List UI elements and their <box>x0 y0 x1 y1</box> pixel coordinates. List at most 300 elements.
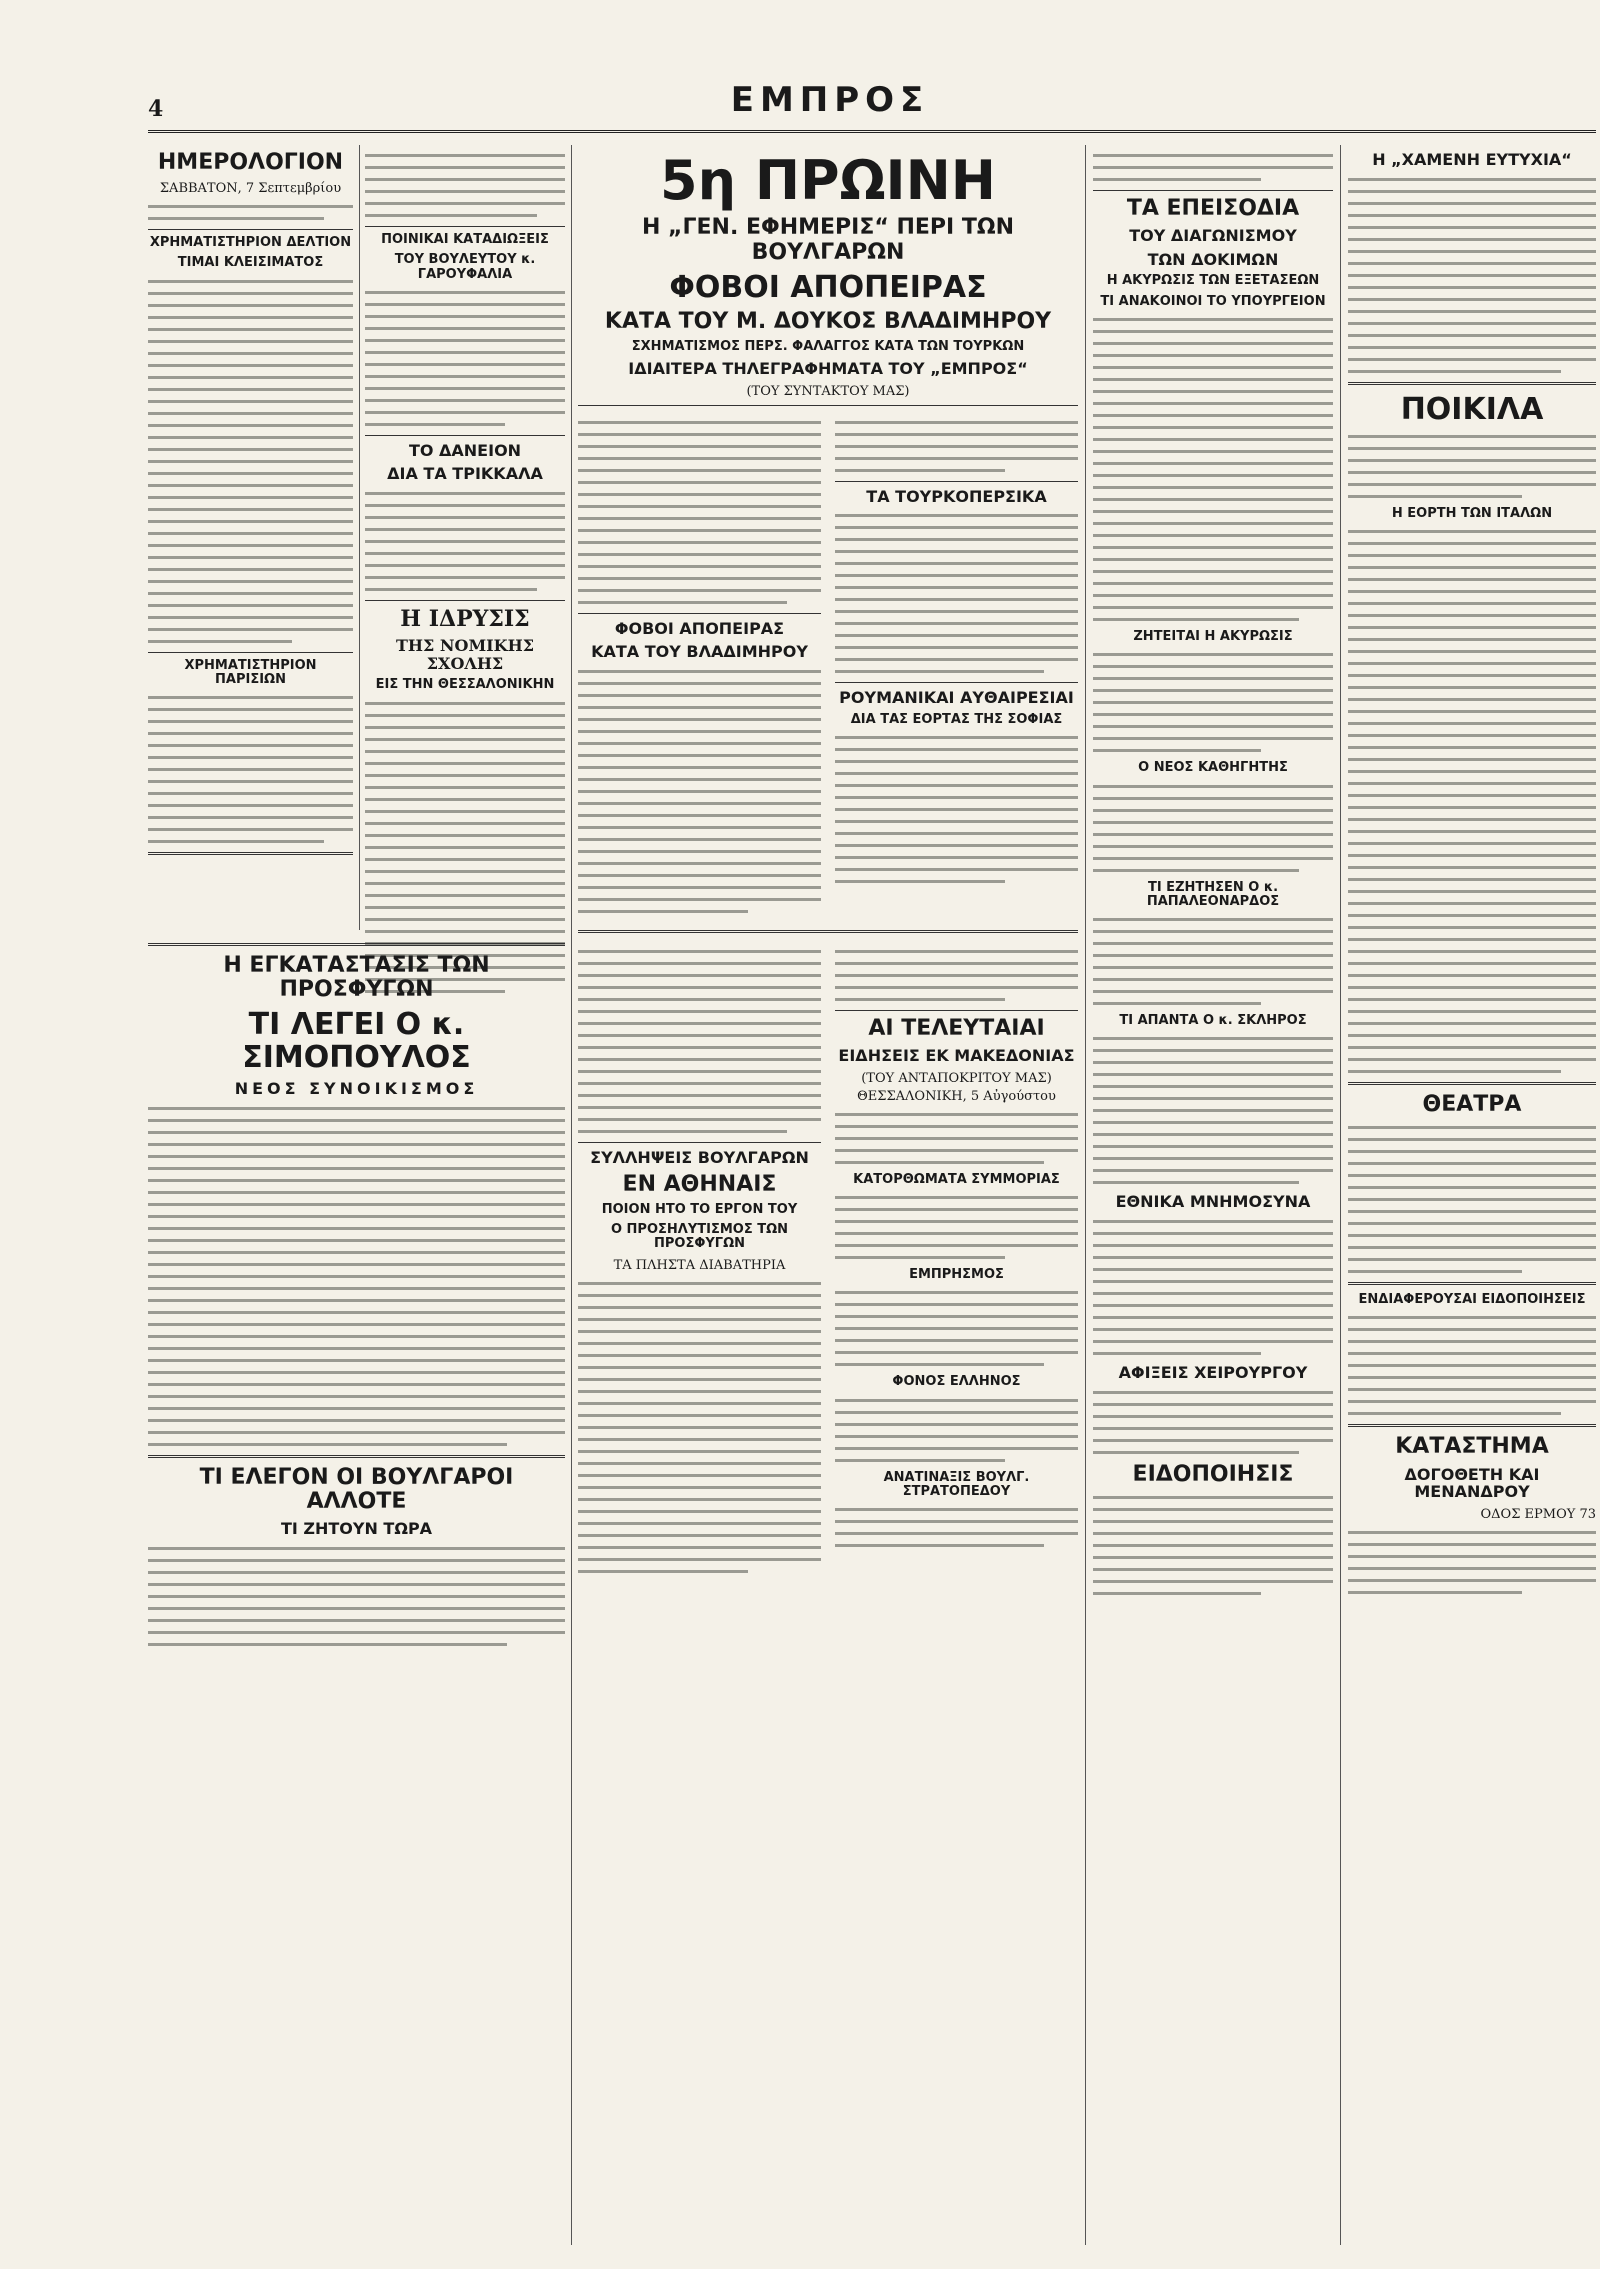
text-line <box>835 514 1078 517</box>
demand-cancel: ΖΗΤΕΙΤΑΙ Η ΑΚΥΡΩΣΙΣ <box>1133 628 1293 644</box>
text-line <box>365 190 565 193</box>
text-line <box>1093 677 1333 680</box>
text-line <box>1093 390 1333 393</box>
text-line <box>365 576 565 579</box>
text-line <box>578 1282 821 1285</box>
text-line <box>578 601 787 604</box>
text-line <box>578 1330 821 1333</box>
text-line <box>148 1227 565 1230</box>
text-line <box>365 339 565 342</box>
text-line <box>1348 794 1596 797</box>
text-line <box>1348 662 1596 665</box>
text-line <box>148 544 353 547</box>
text-line <box>1093 1532 1333 1535</box>
text-line <box>835 962 1078 965</box>
text-line <box>578 1570 748 1573</box>
text-line <box>1093 1580 1333 1583</box>
text-line <box>1093 653 1333 656</box>
column-rule <box>1340 145 1341 2245</box>
text-line <box>1348 226 1596 229</box>
text-line <box>365 411 565 414</box>
text-line <box>1348 1046 1596 1049</box>
whose-work: ΠΟΙΟΝ ΗΤΟ ΤΟ ΕΡΓΟΝ ΤΟΥ <box>601 1201 798 1217</box>
text-line <box>1348 830 1596 833</box>
text-line <box>578 493 821 496</box>
text-line <box>578 1342 821 1345</box>
text-line <box>365 822 565 825</box>
italian-feast: Η ΕΟΡΤΗ ΤΩΝ ΙΤΑΛΩΝ <box>1391 505 1553 521</box>
text-line <box>148 484 353 487</box>
text-line <box>578 1046 821 1049</box>
text-line <box>365 363 565 366</box>
text-line <box>1093 342 1333 345</box>
text-line <box>1348 902 1596 905</box>
theatres-title: ΘΕΑΤΡΑ <box>1422 1091 1522 1117</box>
text-line <box>578 1486 821 1489</box>
text-line <box>578 1534 821 1537</box>
text-line <box>1093 1121 1333 1124</box>
text-line <box>1348 530 1596 533</box>
text-line <box>148 1323 565 1326</box>
text-line <box>1348 286 1596 289</box>
text-line <box>1093 918 1333 921</box>
text-line <box>148 1203 565 1206</box>
text-line <box>835 796 1078 799</box>
paragraph <box>1093 1037 1333 1184</box>
center-right-subcolumn <box>835 412 1078 922</box>
text-line <box>835 1520 1078 1523</box>
text-line <box>835 808 1078 811</box>
text-line <box>1348 1162 1596 1165</box>
text-line <box>1348 262 1596 265</box>
text-line <box>578 1390 821 1393</box>
text-line <box>365 202 565 205</box>
divider <box>578 1142 821 1143</box>
text-line <box>1348 542 1596 545</box>
text-line <box>578 541 821 544</box>
text-line <box>578 529 821 532</box>
text-line <box>1093 966 1333 969</box>
exchange-title: ΧΡΗΜΑΤΙΣΤΗΡΙΟΝ ΔΕΛΤΙΟΝ <box>149 235 352 251</box>
text-line <box>1348 298 1596 301</box>
divider <box>148 943 565 946</box>
text-line <box>835 868 1078 871</box>
page-number: 4 <box>148 96 164 122</box>
paragraph <box>835 1113 1078 1164</box>
text-line <box>148 280 353 283</box>
text-line <box>148 1299 565 1302</box>
text-line <box>1348 1591 1522 1594</box>
text-line <box>835 550 1078 553</box>
text-line <box>835 1411 1078 1414</box>
shop-name: ΔΟΓΟΘΕΤΗ ΚΑΙ ΜΕΝΑΝΔΡΟΥ <box>1404 1464 1540 1502</box>
center-column <box>578 145 1078 2245</box>
phalanx-title: ΣΧΗΜΑΤΙΣΜΟΣ ΠΕΡΣ. ΦΑΛΑΓΓΟΣ ΚΑΤΑ ΤΩΝ ΤΟΥΡΚΩΝ <box>631 338 1025 354</box>
text-line <box>1093 582 1333 585</box>
edition-title: 5η ΠΡΩΙΝΗ <box>660 149 996 212</box>
text-line <box>835 1161 1044 1164</box>
paragraph <box>578 421 821 604</box>
paragraph <box>1348 435 1596 498</box>
text-line <box>1093 1439 1333 1442</box>
text-line <box>578 718 821 721</box>
text-line <box>1093 414 1333 417</box>
paragraph <box>1093 318 1333 621</box>
text-line <box>1093 1145 1333 1148</box>
text-line <box>1093 1328 1333 1331</box>
text-line <box>1348 674 1596 677</box>
text-line <box>578 1022 821 1025</box>
paris-exchange-title: ΧΡΗΜΑΤΙΣΤΗΡΙΟΝ ΠΑΡΙΣΙΩΝ <box>184 657 317 688</box>
text-line <box>148 1131 565 1134</box>
text-line <box>1348 1150 1596 1153</box>
text-line <box>835 574 1078 577</box>
text-line <box>1348 334 1596 337</box>
text-line <box>365 774 565 777</box>
text-line <box>1093 318 1333 321</box>
text-line <box>1348 358 1596 361</box>
sofia-title: ΔΙΑ ΤΑΣ ΕΟΡΤΑΣ ΤΗΣ ΣΟΦΙΑΣ <box>850 712 1063 728</box>
paragraph <box>1348 1531 1596 1594</box>
divider <box>578 930 1078 933</box>
text-line <box>835 1256 1005 1259</box>
text-line <box>1093 1280 1333 1283</box>
text-line <box>1093 845 1333 848</box>
text-line <box>578 790 821 793</box>
text-line <box>148 328 353 331</box>
text-line <box>148 436 353 439</box>
text-line <box>1093 785 1333 788</box>
text-line <box>365 214 537 217</box>
column-rule <box>571 145 572 2245</box>
paragraph <box>148 696 353 843</box>
text-line <box>1348 214 1596 217</box>
text-line <box>1348 686 1596 689</box>
closing-prices: ΤΙΜΑΙ ΚΛΕΙΣΙΜΑΤΟΣ <box>177 255 324 271</box>
text-line <box>578 950 821 953</box>
text-line <box>148 720 353 723</box>
text-line <box>1348 459 1596 462</box>
text-line <box>578 1366 821 1369</box>
text-line <box>148 1311 565 1314</box>
refugees-title: Η ΕΓΚΑΤΑΣΤΑΣΙΣ ΤΩΝ ΠΡΟΣΦΥΓΩΝ <box>223 953 490 1003</box>
skliros: ΤΙ ΑΠΑΝΤΑ Ο κ. ΣΚΛΗΡΟΣ <box>1119 1013 1307 1029</box>
text-line <box>578 802 821 805</box>
text-line <box>835 1351 1078 1354</box>
text-line <box>1348 698 1596 701</box>
divider <box>148 652 353 653</box>
text-line <box>148 364 353 367</box>
paragraph <box>1348 178 1596 373</box>
text-line <box>365 588 537 591</box>
text-line <box>1093 1508 1333 1511</box>
column-rule <box>359 145 360 930</box>
text-line <box>365 291 565 294</box>
text-line <box>835 1208 1078 1211</box>
divider <box>365 435 565 436</box>
text-line <box>1348 471 1596 474</box>
text-line <box>1348 998 1596 1001</box>
text-line <box>835 760 1078 763</box>
paragraph <box>1348 1316 1596 1415</box>
divider <box>365 600 565 601</box>
text-line <box>1348 190 1596 193</box>
text-line <box>578 1450 821 1453</box>
text-line <box>1348 495 1522 498</box>
text-line <box>148 804 353 807</box>
text-line <box>1093 1220 1333 1223</box>
text-line <box>578 1546 821 1549</box>
text-line <box>835 610 1078 613</box>
text-line <box>578 1426 821 1429</box>
text-line <box>1348 1400 1596 1403</box>
text-line <box>1093 366 1333 369</box>
text-line <box>578 670 821 673</box>
text-line <box>835 586 1078 589</box>
text-line <box>578 1462 821 1465</box>
text-line <box>1348 962 1596 965</box>
text-line <box>1093 725 1333 728</box>
text-line <box>835 1113 1078 1116</box>
text-line <box>1093 1568 1333 1571</box>
divider <box>1348 1282 1596 1285</box>
text-line <box>578 1474 821 1477</box>
what-now: ΤΙ ΖΗΤΟΥΝ ΤΩΡΑ <box>280 1519 433 1539</box>
text-line <box>1348 890 1596 893</box>
text-line <box>148 1275 565 1278</box>
text-line <box>1348 1328 1596 1331</box>
text-line <box>1093 534 1333 537</box>
text-line <box>1348 1126 1596 1129</box>
text-line <box>1093 522 1333 525</box>
text-line <box>148 1359 565 1362</box>
text-line <box>148 1571 565 1574</box>
fears-title-2: ΦΟΒΟΙ ΑΠΟΠΕΙΡΑΣ <box>614 618 785 638</box>
text-line <box>1093 1256 1333 1259</box>
text-line <box>578 1438 821 1441</box>
text-line <box>365 894 565 897</box>
text-line <box>1093 1073 1333 1076</box>
text-line <box>1348 614 1596 617</box>
text-line <box>148 217 324 220</box>
text-line <box>1348 1376 1596 1379</box>
text-line <box>148 424 353 427</box>
column-5 <box>1348 145 1596 2245</box>
text-line <box>835 1544 1044 1547</box>
text-line <box>835 1447 1078 1450</box>
text-line <box>578 565 821 568</box>
text-line <box>148 472 353 475</box>
text-line <box>1093 570 1333 573</box>
text-line <box>365 834 565 837</box>
text-line <box>578 433 821 436</box>
text-line <box>1348 1186 1596 1189</box>
text-line <box>365 714 565 717</box>
text-line <box>1093 797 1333 800</box>
text-line <box>835 748 1078 751</box>
text-line <box>578 730 821 733</box>
divider <box>148 1455 565 1458</box>
text-line <box>578 421 821 424</box>
text-line <box>1093 1268 1333 1271</box>
text-line <box>1093 665 1333 668</box>
text-line <box>148 1419 565 1422</box>
text-line <box>365 810 565 813</box>
loan-title: ΤΟ ΔΑΝΕΙΟΝ <box>408 440 522 460</box>
divider <box>1093 190 1333 191</box>
text-line <box>835 784 1078 787</box>
competitions-title: ΤΟΥ ΔΙΑΓΩΝΙΣΜΟΥ <box>1129 226 1297 246</box>
text-line <box>1093 1520 1333 1523</box>
text-line <box>578 1294 821 1297</box>
divider <box>835 481 1078 482</box>
text-line <box>835 526 1078 529</box>
text-line <box>365 738 565 741</box>
text-line <box>578 1034 821 1037</box>
correspondent: (ΤΟΥ ΣΥΝΤΑΚΤΟΥ ΜΑΣ) <box>746 383 910 399</box>
text-line <box>1093 1292 1333 1295</box>
text-line <box>1348 878 1596 881</box>
text-line <box>1093 1352 1261 1355</box>
text-line <box>1348 274 1596 277</box>
text-line <box>1093 833 1333 836</box>
text-line <box>1093 178 1261 181</box>
text-line <box>148 1155 565 1158</box>
paragraph <box>835 1399 1078 1462</box>
text-line <box>1348 782 1596 785</box>
text-line <box>1093 1109 1333 1112</box>
details: ΤΑ ΠΛΗΣΤΑ ΔΙΑΒΑΤΗΡΙΑ <box>613 1257 786 1273</box>
text-line <box>1348 626 1596 629</box>
text-line <box>578 910 748 913</box>
text-line <box>365 387 565 390</box>
text-line <box>365 726 565 729</box>
paragraph <box>835 1196 1078 1259</box>
center-headline: Η „ΓΕΝ. ΕΦΗΜΕΡΙΣ“ ΠΕΡΙ ΤΩΝ ΒΟΥΛΓΑΡΩΝ <box>641 215 1015 265</box>
text-line <box>365 750 565 753</box>
text-line <box>835 658 1078 661</box>
text-line <box>578 457 821 460</box>
text-line <box>365 906 565 909</box>
text-line <box>365 154 565 157</box>
text-line <box>1093 438 1333 441</box>
text-line <box>1093 1133 1333 1136</box>
text-line <box>835 1315 1078 1318</box>
text-line <box>578 1070 821 1073</box>
text-line <box>1093 1340 1333 1343</box>
center-lower-left <box>578 941 821 1582</box>
text-line <box>835 1327 1078 1330</box>
text-line <box>1093 942 1333 945</box>
text-line <box>835 844 1078 847</box>
masthead: ΕΜΠΡΟΣ <box>730 80 930 120</box>
text-line <box>1093 1403 1333 1406</box>
paragraph <box>1093 785 1333 872</box>
paragraph <box>835 1291 1078 1366</box>
text-line <box>148 316 353 319</box>
paragraph <box>365 492 565 591</box>
newspaper-page <box>30 20 1596 2250</box>
text-line <box>1093 1451 1299 1454</box>
text-line <box>148 708 353 711</box>
text-line <box>578 1118 821 1121</box>
text-line <box>148 768 353 771</box>
macedonia-news: ΕΙΔΗΣΕΙΣ ΕΚ ΜΑΚΕΔΟΝΙΑΣ <box>838 1046 1075 1066</box>
text-line <box>578 986 821 989</box>
text-line <box>1093 1427 1333 1430</box>
episode-title: ΤΑ ΕΠΕΙΣΟΔΙΑ <box>1126 196 1300 221</box>
text-line <box>148 1607 565 1610</box>
text-line <box>578 1306 821 1309</box>
murder-title: ΦΟΝΟΣ ΕΛΛΗΝΟΣ <box>892 1374 1021 1390</box>
text-line <box>835 1399 1078 1402</box>
memorial-title: ΕΘΝΙΚΑ ΜΝΗΜΟΣΥΝΑ <box>1115 1192 1311 1212</box>
text-line <box>148 352 353 355</box>
text-line <box>835 538 1078 541</box>
divider <box>1348 1424 1596 1427</box>
text-line <box>835 856 1078 859</box>
text-line <box>1093 462 1333 465</box>
fears-title: ΦΟΒΟΙ ΑΠΟΠΕΙΡΑΣ <box>669 269 987 305</box>
text-line <box>1348 638 1596 641</box>
column-4 <box>1093 145 1333 2245</box>
text-line <box>365 504 565 507</box>
text-line <box>1093 1157 1333 1160</box>
text-line <box>148 1383 565 1386</box>
text-line <box>835 646 1078 649</box>
text-line <box>578 814 821 817</box>
text-line <box>365 846 565 849</box>
text-line <box>578 962 821 965</box>
gangs-title: ΚΑΤΟΡΘΩΜΑΤΑ ΣΥΜΜΟΡΙΑΣ <box>853 1171 1060 1187</box>
text-line <box>148 1287 565 1290</box>
text-line <box>365 423 505 426</box>
text-line <box>1348 1352 1596 1355</box>
text-line <box>365 166 565 169</box>
text-line <box>1093 594 1333 597</box>
text-line <box>148 568 353 571</box>
refugees-article <box>148 935 565 1655</box>
text-line <box>148 1395 565 1398</box>
text-line <box>1348 1340 1596 1343</box>
text-line <box>835 880 1005 883</box>
text-line <box>578 998 821 1001</box>
text-line <box>1348 370 1561 373</box>
text-line <box>578 886 821 889</box>
text-line <box>1093 1232 1333 1235</box>
calendar-date: ΣΑΒΒΑΤΟΝ, 7 Σεπτεμβρίου <box>159 181 342 197</box>
text-line <box>1093 474 1333 477</box>
text-line <box>1348 1531 1596 1534</box>
paragraph <box>1093 1391 1333 1454</box>
text-line <box>148 840 324 843</box>
center-left-subcolumn <box>578 412 821 922</box>
text-line <box>835 670 1044 673</box>
text-line <box>1093 1181 1299 1184</box>
divider <box>1348 1082 1596 1085</box>
paragraph <box>835 421 1078 472</box>
text-line <box>1093 1592 1261 1595</box>
text-line <box>578 874 821 877</box>
text-line <box>835 445 1078 448</box>
paragraph <box>1093 1496 1333 1595</box>
text-line <box>1348 1034 1596 1037</box>
text-line <box>1093 402 1333 405</box>
text-line <box>148 1595 565 1598</box>
text-line <box>1348 554 1596 557</box>
trials-title: ΤΩΝ ΔΟΚΙΜΩΝ <box>1147 249 1279 269</box>
text-line <box>1093 354 1333 357</box>
